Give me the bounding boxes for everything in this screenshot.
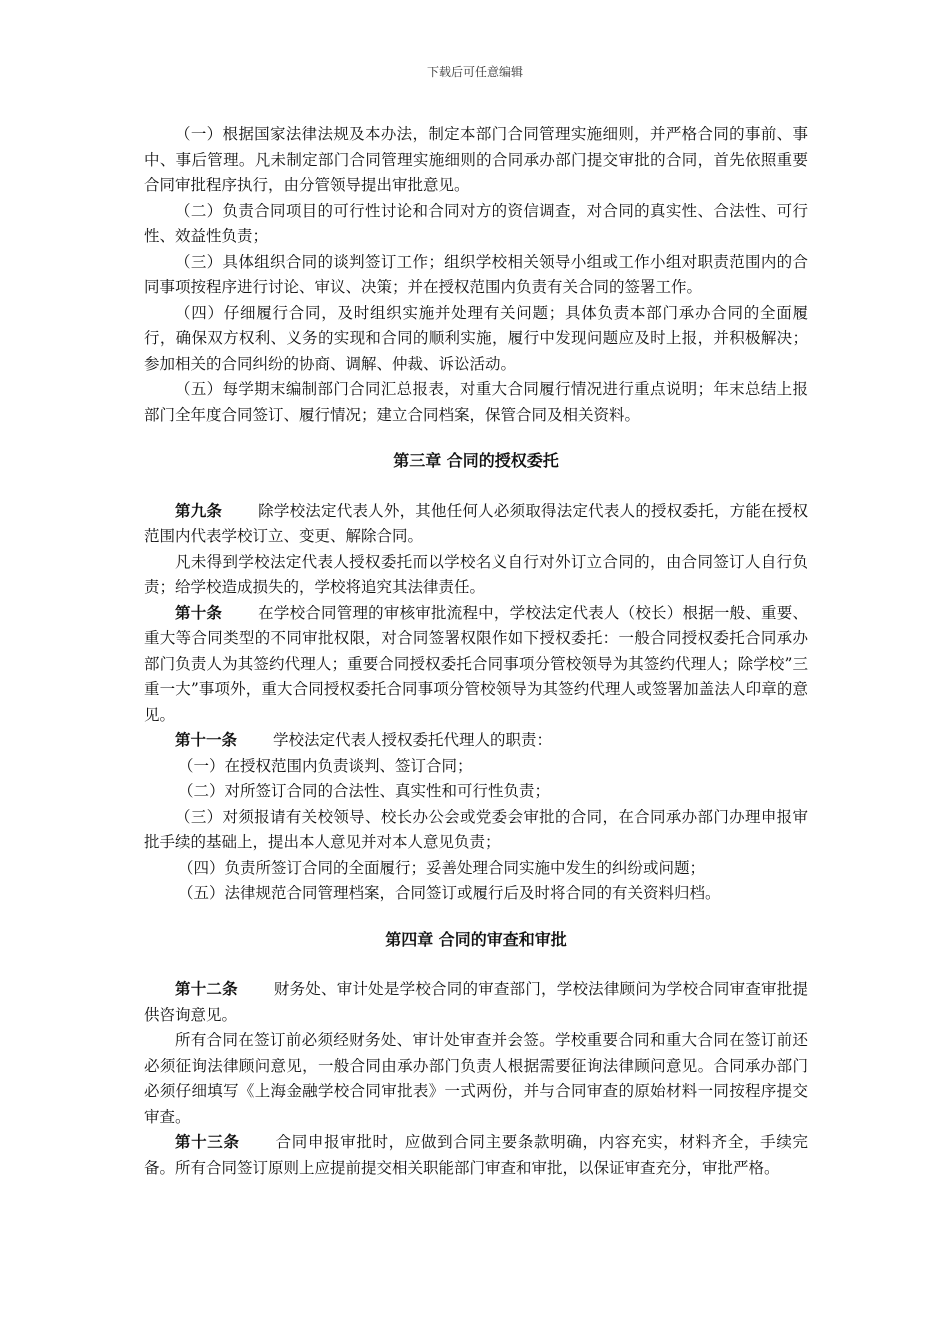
- article-13: [144, 1130, 808, 1181]
- chapter-title: 第三章 合同的授权委托: [393, 451, 559, 470]
- paragraph: （三）具体组织合同的谈判签订工作；组织学校相关领导小组或工作小组对职责范围内的合同事项按程序进行讨论、审议、决策；并在授权范围内负责有关合同的签署工作。: [144, 252, 808, 296]
- document-body: [144, 122, 808, 1181]
- article-label: 第十二条: [175, 980, 238, 998]
- article-text: 在学校合同管理的审核审批流程中，学校法定代表人（校长）根据一般、重要、重大等合同类型的不同审批权限，对合同签署权限作如下授权委托：一般合同授权委托合同承办部门负责人为其签约代理人；重要合同授权委托合同事项分管校领导为其签约代理人；除学校”三重一大”事项外，重大合同授权委托合同事项分管校领导为其签约代理人或签署加盖法人印章的意见。: [144, 603, 808, 724]
- list-item: （五）法律规范合同管理档案，合同签订或履行后及时将合同的有关资料归档。: [178, 884, 721, 902]
- article-text: 除学校法定代表人外，其他任何人必须取得法定代表人的授权委托，方能在授权范围内代表学校订立、变更、解除合同。: [144, 501, 808, 545]
- paragraph: （二）负责合同项目的可行性讨论和合同对方的资信调查，对合同的真实性、合法性、可行性、效益性负责；: [144, 201, 808, 245]
- article-label: 第十条: [175, 603, 223, 622]
- list-item: （四）负责所签订合同的全面履行；妥善处理合同实施中发生的纠纷或问题；: [178, 858, 706, 877]
- list-item: （三）对须报请有关校领导、校长办公会或党委会审批的合同，在合同承办部门办理申报审批手续的基础上，提出本人意见并对本人意见负责；: [144, 807, 808, 851]
- list-item: （二）对所签订合同的合法性、真实性和可行性负责；: [178, 782, 551, 800]
- article-9: [144, 499, 808, 550]
- article-text: 财务处、审计处是学校合同的审查部门，学校法律顾问为学校合同审查审批提供咨询意见。: [144, 980, 808, 1024]
- header-note: 下载后可任意编辑: [426, 65, 523, 79]
- article-text: 学校法定代表人授权委托代理人的职责：: [273, 731, 553, 749]
- article-12: [144, 977, 808, 1028]
- article-label: 第十一条: [175, 731, 238, 749]
- list-item: （一）在授权范围内负责谈判、签订合同；: [178, 756, 473, 775]
- paragraph: （五）每学期末编制部门合同汇总报表，对重大合同履行情况进行重点说明；年末总结上报部门全年度合同签订、履行情况；建立合同档案，保管合同及相关资料。: [144, 380, 808, 424]
- article-text: 合同申报审批时，应做到合同主要条款明确，内容充实，材料齐全，手续完备。所有合同签订原则上应提前提交相关职能部门审查和审批，以保证审查充分，审批严格。: [144, 1133, 808, 1177]
- paragraph: （四）仔细履行合同，及时组织实施并处理有关问题；具体负责本部门承办合同的全面履行，确保双方权利、义务的实现和合同的顺利实施，履行中发现问题应及时上报，并积极解决；参加相关的合同纠纷的协商、调解、仲裁、诉讼活动。: [144, 303, 808, 373]
- article-label: 第九条: [175, 501, 223, 520]
- chapter-title: 第四章 合同的审查和审批: [385, 929, 567, 949]
- paragraph: （一）根据国家法律法规及本办法，制定本部门合同管理实施细则，并严格合同的事前、事中、事后管理。凡未制定部门合同管理实施细则的合同承办部门提交审批的合同，首先依照重要合同审批程序执行，由分管领导提出审批意见。: [144, 125, 808, 194]
- article-label: 第十三条: [175, 1133, 240, 1151]
- paragraph: 凡未得到学校法定代表人授权委托而以学校名义自行对外订立合同的，由合同签订人自行负责；给学校造成损失的，学校将追究其法律责任。: [144, 552, 808, 596]
- paragraph: 所有合同在签订前必须经财务处、审计处审查并会签。学校重要合同和重大合同在签订前还必须征询法律顾问意见，一般合同由承办部门负责人根据需要征询法律顾问意见。合同承办部门必须仔细填写《上海金融学校合同审批表》一式两份，并与合同审查的原始材料一同按程序提交审查。: [144, 1031, 808, 1126]
- article-10: [144, 601, 808, 729]
- article-11: [144, 728, 808, 754]
